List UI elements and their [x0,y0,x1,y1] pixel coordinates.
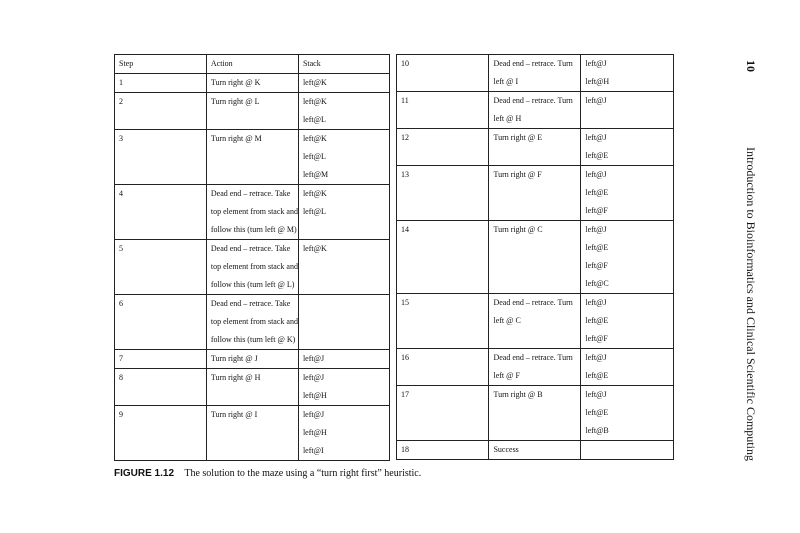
action-line: Turn right @ B [493,390,543,399]
cell-stack [298,93,389,130]
cell-action [489,166,581,221]
action-line: Turn right @ H [210,373,261,382]
cell-stack [581,92,674,129]
step-number: 9 [119,410,123,419]
cell-action [489,349,581,386]
table-row [397,221,674,294]
cell-stack [581,129,674,166]
table-row [115,295,390,350]
step-number: 7 [119,354,123,363]
step-number: 4 [119,189,123,198]
cell-step [115,240,207,295]
step-number: 1 [119,78,123,87]
cell-action [206,350,298,369]
cell-stack [298,74,389,93]
table-row [115,369,390,406]
step-number: 15 [401,298,409,307]
cell-step [115,130,207,185]
cell-action [489,294,581,349]
stack-line: left@J [585,170,607,179]
cell-step [397,386,489,441]
stack-line: left@K [302,78,327,87]
table-row [397,129,674,166]
cell-stack [581,441,674,460]
cell-action [206,295,298,350]
cell-action [206,369,298,406]
action-line: Dead end – retrace. Turn [493,59,573,68]
step-number: 14 [401,225,409,234]
table-row [115,74,390,93]
maze-table-left [114,54,390,461]
cell-step [397,55,489,92]
step-number: 5 [119,244,123,253]
cell-step [397,349,489,386]
table-header-row [115,55,390,74]
cell-step [397,92,489,129]
stack-line: left@K [302,244,327,253]
stack-line: left@J [585,96,607,105]
stack-line: left@L [302,115,326,124]
cell-action [489,441,581,460]
cell-stack [581,166,674,221]
cell-stack [581,55,674,92]
stack-line: left@E [585,408,609,417]
stack-line: left@H [302,428,327,437]
header-step: Step [115,55,207,74]
cell-action [206,406,298,461]
action-line: Dead end – retrace. Take [210,244,291,253]
cell-step [397,441,489,460]
table-row [397,92,674,129]
figure-caption-text: The solution to the maze using a “turn right first” heuristic. [184,468,422,479]
table-row [397,166,674,221]
action-line: left @ C [493,316,521,325]
running-head [743,60,758,461]
maze-table-right [396,54,674,460]
step-number: 3 [119,134,123,143]
cell-action [489,386,581,441]
stack-line: left@H [302,391,327,400]
cell-stack [298,350,389,369]
action-line: Turn right @ M [210,134,262,143]
step-number: 11 [401,96,409,105]
stack-line: left@E [585,371,609,380]
step-number: 6 [119,299,123,308]
cell-action [489,129,581,166]
stack-line: left@J [302,410,325,419]
action-line: follow this (turn left @ L) [210,280,295,289]
cell-stack [581,221,674,294]
cell-stack [298,185,389,240]
table-row [115,130,390,185]
header-stack: Stack [298,55,389,74]
cell-stack [581,386,674,441]
table-row [397,441,674,460]
cell-action [206,74,298,93]
table-row [115,185,390,240]
cell-stack [581,294,674,349]
step-number: 2 [119,97,123,106]
running-title: Introduction to Bioinformatics and Clinical Scientific Computing [744,147,758,461]
cell-step [115,74,207,93]
cell-step [115,406,207,461]
cell-action [206,240,298,295]
stack-line: left@J [585,390,607,399]
cell-action [489,221,581,294]
cell-stack [581,349,674,386]
action-line: top element from stack and [210,207,298,216]
action-line: Turn right @ K [210,78,261,87]
stack-line: left@F [585,334,608,343]
step-number: 13 [401,170,409,179]
step-number: 10 [401,59,409,68]
action-line: Dead end – retrace. Turn [493,96,573,105]
cell-stack [298,406,389,461]
stack-line: left@B [585,426,609,435]
stack-line: left@I [302,446,324,455]
stack-line: left@E [585,188,609,197]
stack-line: left@J [585,353,607,362]
stack-line: left@H [585,77,610,86]
cell-step [115,93,207,130]
table-row [115,406,390,461]
action-line: Turn right @ I [210,410,258,419]
cell-action [206,130,298,185]
cell-step [397,166,489,221]
cell-action [489,92,581,129]
step-number: 18 [401,445,409,454]
cell-step [115,350,207,369]
action-line: Dead end – retrace. Turn [493,298,573,307]
stack-line: left@E [585,243,609,252]
step-number: 12 [401,133,409,142]
cell-step [397,221,489,294]
cell-step [115,369,207,406]
action-line: left @ H [493,114,522,123]
table-row [397,386,674,441]
stack-line: left@C [585,279,609,288]
action-line: top element from stack and [210,317,298,326]
page-number: 10 [744,60,758,72]
stack-line: left@F [585,261,608,270]
table-row [115,93,390,130]
action-line: follow this (turn left @ K) [210,335,296,344]
table-row [397,294,674,349]
action-line: follow this (turn left @ M) [210,225,297,234]
stack-line: left@J [585,59,607,68]
cell-action [489,55,581,92]
stack-line: left@K [302,134,327,143]
action-line: left @ I [493,77,519,86]
cell-step [397,129,489,166]
stack-line: left@K [302,97,327,106]
cell-step [115,185,207,240]
table-row [115,350,390,369]
stack-line: left@E [585,151,609,160]
stack-line: left@J [585,298,607,307]
action-line: Dead end – retrace. Take [210,299,291,308]
action-line: Turn right @ L [210,97,260,106]
step-number: 16 [401,353,409,362]
stack-line: left@L [302,207,326,216]
action-line: Dead end – retrace. Take [210,189,291,198]
stack-line: left@K [302,189,327,198]
table-row [397,55,674,92]
stack-line: left@L [302,152,326,161]
table-row [397,349,674,386]
cell-stack [298,295,389,350]
stack-line: left@E [585,316,609,325]
action-line: left @ F [493,371,520,380]
stack-line: left@J [585,225,607,234]
cell-action [206,185,298,240]
stack-line: left@J [302,373,325,382]
cell-step [397,294,489,349]
stack-line: left@J [585,133,607,142]
step-number: 8 [119,373,123,382]
cell-step [115,295,207,350]
stack-line: left@F [585,206,608,215]
step-number: 17 [401,390,409,399]
action-line: Turn right @ C [493,225,543,234]
action-line: Success [493,445,519,454]
cell-stack [298,130,389,185]
action-line: Dead end – retrace. Turn [493,353,573,362]
action-line: top element from stack and [210,262,298,271]
figure-caption [114,468,421,479]
figure-label: FIGURE 1.12 [114,468,175,479]
table-row [115,240,390,295]
stack-line: left@M [302,170,329,179]
cell-stack [298,369,389,406]
header-action: Action [206,55,298,74]
cell-action [206,93,298,130]
stack-line: left@J [302,354,325,363]
cell-stack [298,240,389,295]
action-line: Turn right @ F [493,170,542,179]
action-line: Turn right @ E [493,133,543,142]
action-line: Turn right @ J [210,354,258,363]
